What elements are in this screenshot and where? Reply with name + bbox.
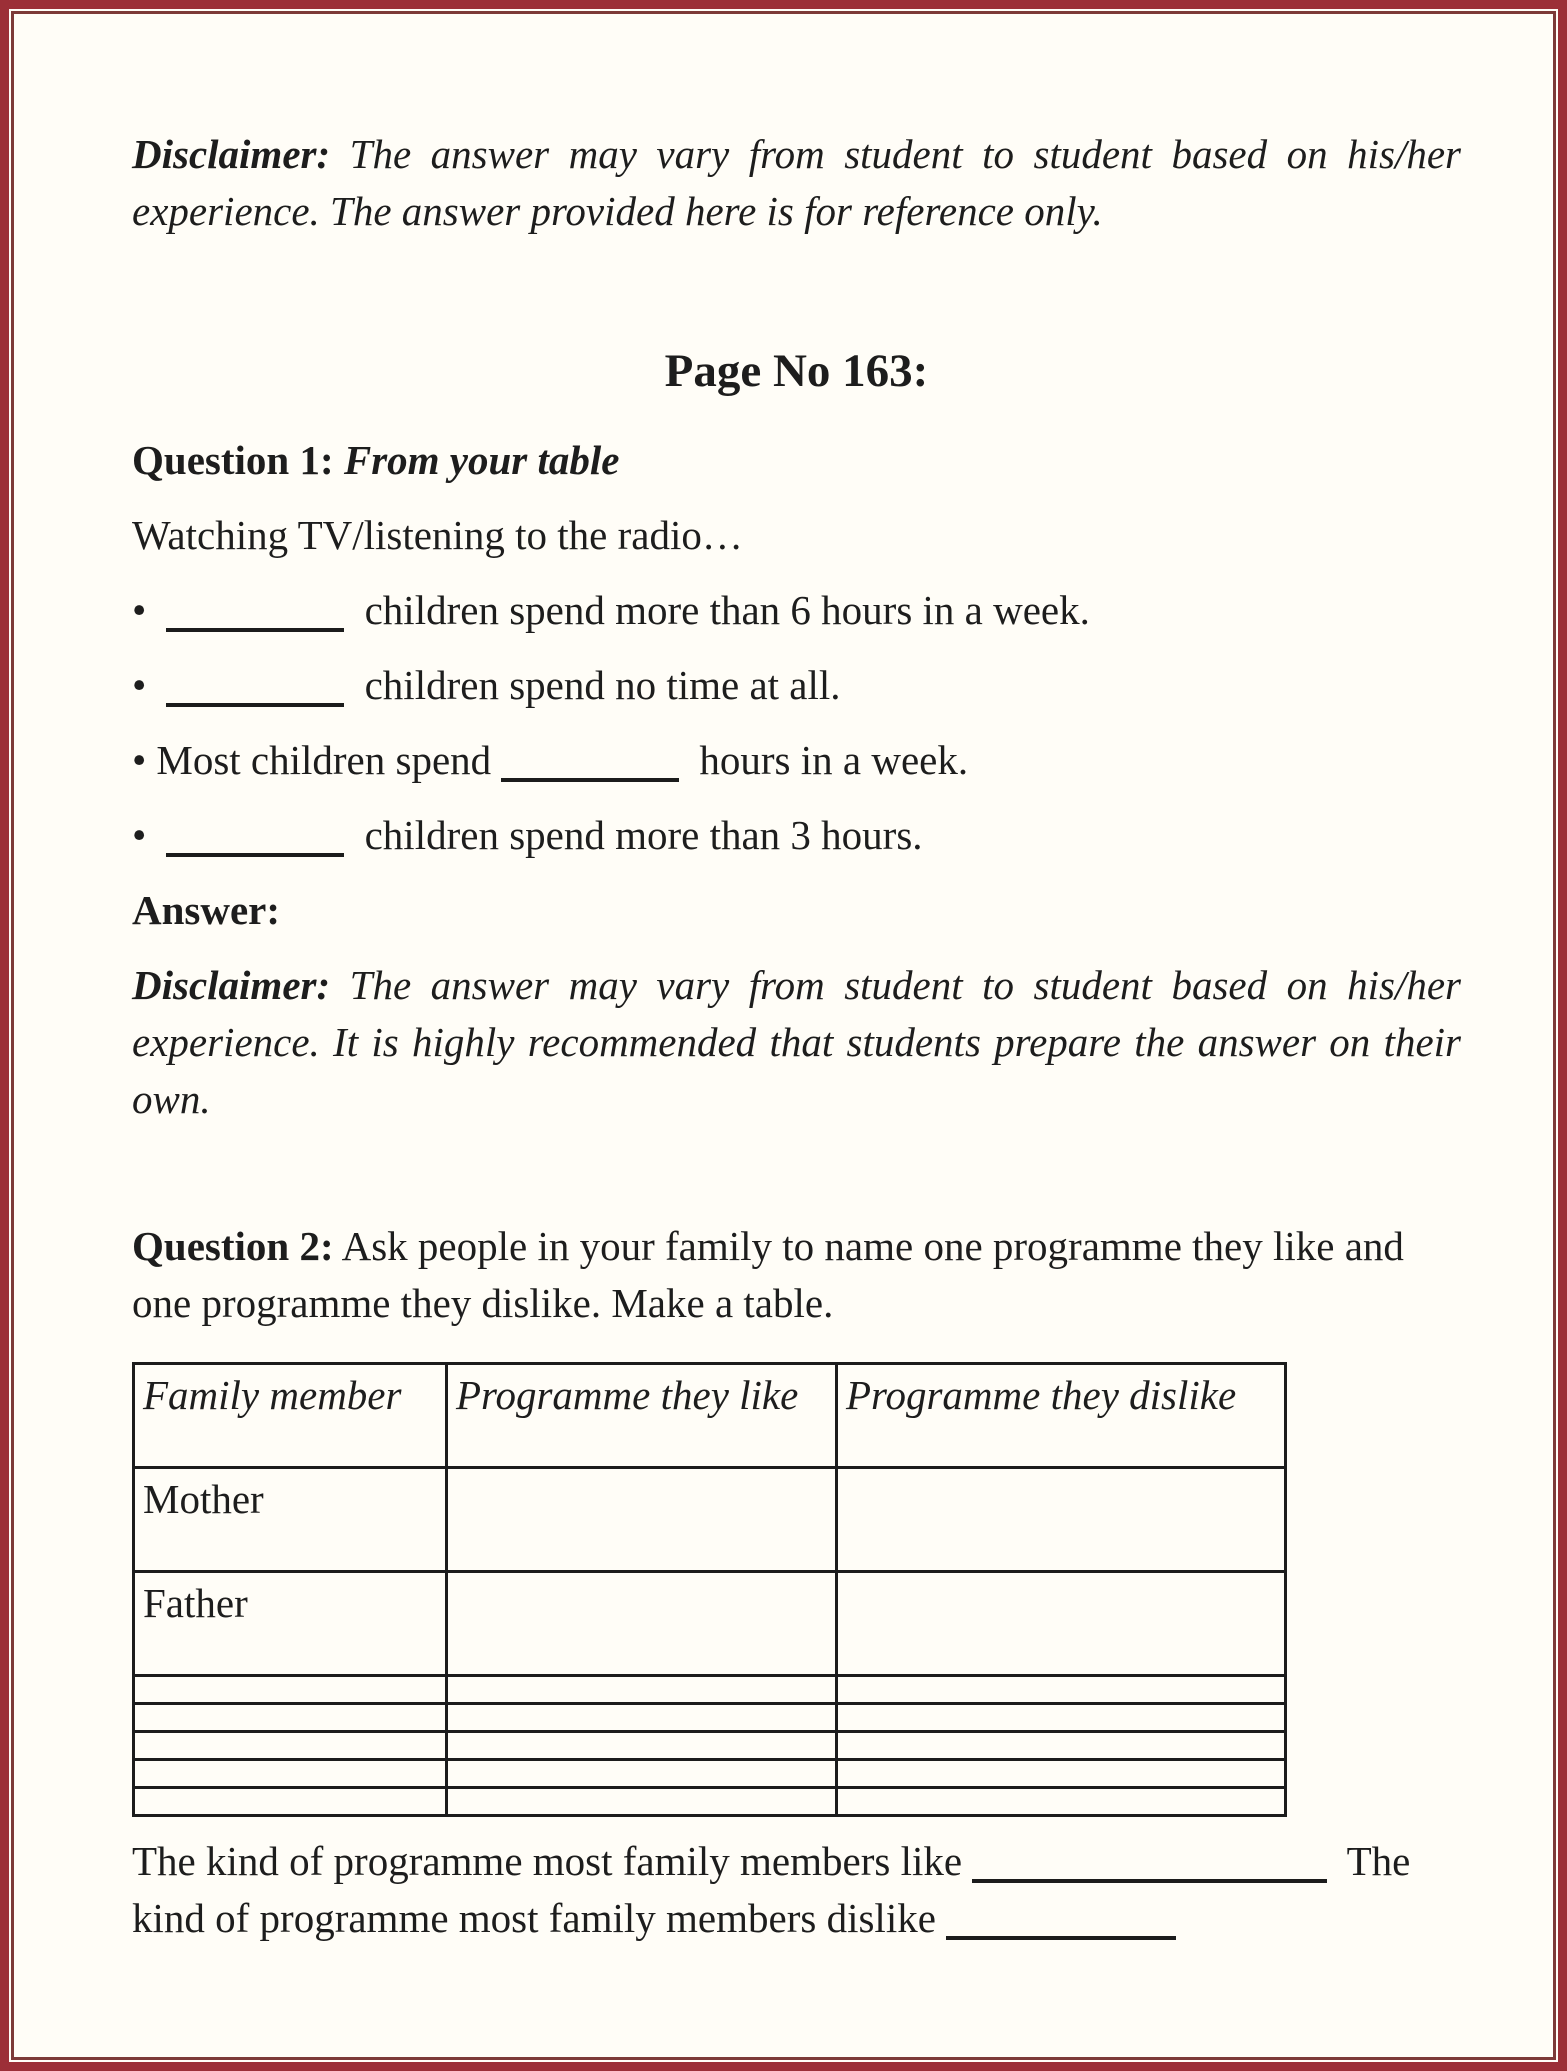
- disclaimer-answer-text: The answer may vary from student to student based on his/her experience. It is highly recommended that students prepare the answer on their own.: [132, 962, 1461, 1122]
- table-cell-empty: [447, 1732, 837, 1760]
- table-header-family-member: Family member: [134, 1364, 447, 1468]
- table-cell-empty: [837, 1676, 1286, 1704]
- table-header-programme-like: Programme they like: [447, 1364, 837, 1468]
- closing-sentence-2: The kind of programme most family members dislike: [132, 1838, 1411, 1941]
- table-row-mother: [134, 1468, 1286, 1572]
- question1-intro: Watching TV/listening to the radio…: [132, 512, 743, 558]
- table-cell-empty: [447, 1760, 837, 1788]
- table-cell-empty: [134, 1788, 447, 1816]
- table-header-row: [134, 1364, 1286, 1468]
- table-cell-empty: [837, 1704, 1286, 1732]
- bullet-3-text-before: Most children spend: [156, 737, 492, 783]
- page-content: [14, 14, 1553, 1947]
- fill-in-blank: [501, 752, 679, 782]
- fill-in-blank: [946, 1910, 1176, 1940]
- table-empty-row: [134, 1760, 1286, 1788]
- bullet-icon: •: [132, 812, 147, 858]
- disclaimer-top-label: Disclaimer:: [132, 131, 331, 177]
- table-cell-empty: [837, 1732, 1286, 1760]
- question1-label: Question 1:: [132, 437, 334, 483]
- family-programme-table: [132, 1362, 1287, 1817]
- fill-in-blank: [166, 677, 344, 707]
- bullet-item-4: [132, 807, 1461, 864]
- table-cell-empty: [134, 1676, 447, 1704]
- closing-sentence-1: The kind of programme most family members like: [132, 1838, 963, 1884]
- bullet-item-1: [132, 582, 1461, 639]
- bullet-item-2: [132, 657, 1461, 714]
- table-cell-empty: [837, 1788, 1286, 1816]
- question2-text: Ask people in your family to name one programme they like and one programme they dislike. Make a table.: [132, 1223, 1404, 1326]
- table-cell-empty: [447, 1676, 837, 1704]
- page-border-gap: [9, 9, 1558, 2062]
- disclaimer-answer: [132, 957, 1461, 1128]
- closing-paragraph: [132, 1833, 1461, 1947]
- table-header-programme-dislike: Programme they dislike: [837, 1364, 1286, 1468]
- table-cell-empty: [134, 1704, 447, 1732]
- page-heading: Page No 163:: [664, 345, 929, 397]
- bullet-icon: •: [132, 587, 147, 633]
- table-row-father: [134, 1572, 1286, 1676]
- table-cell-like-empty: [447, 1468, 837, 1572]
- question1-heading: [132, 432, 1461, 489]
- disclaimer-answer-label: Disclaimer:: [132, 962, 331, 1008]
- table-cell-empty: [447, 1704, 837, 1732]
- table-cell-empty: [837, 1760, 1286, 1788]
- table-cell-like-empty: [447, 1572, 837, 1676]
- question1-title: From your table: [343, 437, 620, 483]
- table-cell-empty: [134, 1760, 447, 1788]
- page-border-inner: [11, 11, 1556, 2060]
- disclaimer-top-text: The answer may vary from student to student based on his/her experience. The answer provided here is for reference only.: [132, 131, 1461, 234]
- bullet-3-text-after: hours in a week.: [699, 737, 969, 783]
- fill-in-blank: [972, 1853, 1327, 1883]
- table-cell-empty: [134, 1732, 447, 1760]
- fill-in-blank: [166, 602, 344, 632]
- table-cell-dislike-empty: [837, 1572, 1286, 1676]
- table-cell-member: Father: [134, 1572, 447, 1676]
- table-empty-row: [134, 1676, 1286, 1704]
- bullet-item-3: [132, 732, 1461, 789]
- bullet-2-text: children spend no time at all.: [364, 662, 841, 708]
- table-cell-member: Mother: [134, 1468, 447, 1572]
- table-cell-empty: [447, 1788, 837, 1816]
- bullet-icon: •: [132, 662, 147, 708]
- table-empty-row: [134, 1732, 1286, 1760]
- question2-heading: [132, 1218, 1461, 1332]
- table-empty-row: [134, 1704, 1286, 1732]
- question2-label: Question 2:: [132, 1223, 334, 1269]
- bullet-4-text: children spend more than 3 hours.: [364, 812, 923, 858]
- disclaimer-top: [132, 126, 1461, 240]
- answer-label: Answer:: [132, 887, 281, 933]
- bullet-1-text: children spend more than 6 hours in a week.: [364, 587, 1090, 633]
- table-empty-row: [134, 1788, 1286, 1816]
- fill-in-blank: [166, 827, 344, 857]
- bullet-icon: •: [132, 737, 147, 783]
- table-cell-dislike-empty: [837, 1468, 1286, 1572]
